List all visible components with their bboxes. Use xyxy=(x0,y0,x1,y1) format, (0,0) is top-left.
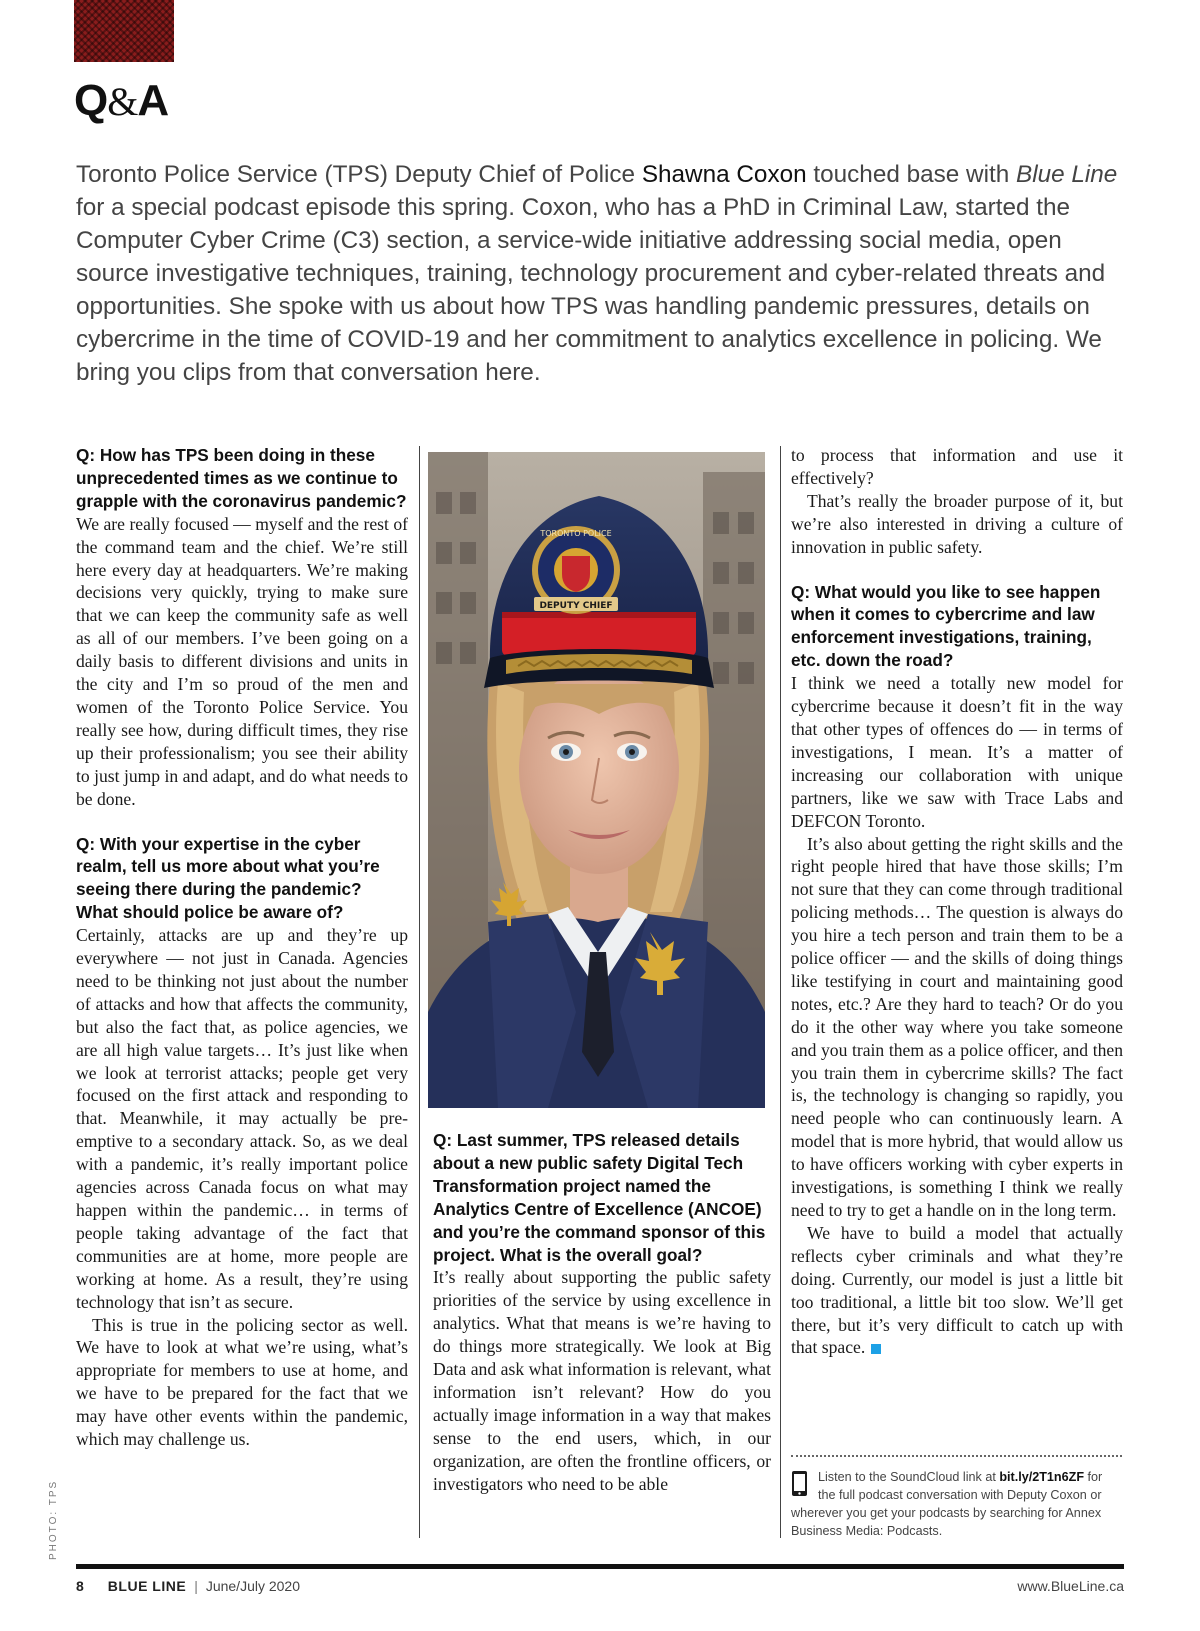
page-number: 8 xyxy=(76,1578,84,1594)
answer-paragraph: I think we need a totally new model for cybercrime because it doesn’t fit in the way that other types of offences do — in terms of investigations, I mean. It’s a matter of increasing our collaboration with unique partners, like we saw with Trace Labs and DEFCON Toronto. xyxy=(791,673,1123,831)
footer-rule xyxy=(76,1564,1124,1569)
end-of-article-mark xyxy=(871,1344,881,1354)
intro-text-2: touched base with xyxy=(806,161,1016,188)
intro-name: Shawna Coxon xyxy=(641,161,807,188)
intro-text-3: for a special podcast episode this spring. Coxon, who has a PhD in Criminal Law, started the Computer Cyber Crime (C3) section, a service-wide initiative addressing social media, open source investigative techniques, training, technology procurement and cyber-related threats and opportunities. She spoke with us about how TPS was handling pandemic pressures, details on cybercrime in the time of COVID-19 and her commitment to analytics excellence in policing. We bring you clips from that conversation here. xyxy=(76,194,1106,386)
portrait-photo xyxy=(428,452,765,1108)
website-url[interactable]: www.BlueLine.ca xyxy=(1017,1578,1124,1594)
podcast-note xyxy=(791,1468,1122,1540)
question-heading: Q: Last summer, TPS released details about a new public safety Digital Tech Transformation project named the Analytics Centre of Excellence (ANCOE) and you’re the command sponsor of this project. What is the overall goal? xyxy=(433,1130,766,1265)
section-tab-decoration xyxy=(74,0,174,62)
article-column-3 xyxy=(791,444,1123,1359)
title-a: A xyxy=(137,76,169,125)
issue-date: June/July 2020 xyxy=(205,1578,301,1594)
answer-paragraph: to process that information and use it effectively? xyxy=(791,445,1123,488)
title-ampersand: & xyxy=(107,79,138,124)
answer-paragraph: Certainly, attacks are up and they’re up everywhere — not just in Canada. Agencies need to be thinking not just about the number of attacks and how that affects the community, but also the fact that, as police agencies, we are all high value targets… It’s just like when we look at terrorist attacks; people get very focused on the first attack and responding to that. Meanwhile, it may actually be pre-emptive to a secondary attack. So, as we deal with a pandemic, it’s really important police agencies across Canada focus on what may happen within the pandemic… in terms of people taking advantage of the fact that communities are at home, more people are working at home. As a result, they’re using technology that isn’t as secure. xyxy=(76,925,408,1312)
answer-paragraph: We are really focused — myself and the rest of the command team and the chief. We’re still here every day at headquarters. We’re making decisions very quickly, trying to make sure that we can keep the community safe as well as all of our members. I’ve been going on a daily basis to different divisions and units in the city and I’m so proud of the men and women of the Toronto Police Service. You really see how, during difficult times, they rise up their professionalism; you see their ability to just jump in and adapt, and do what needs to be done. xyxy=(76,513,408,809)
answer-paragraph: That’s really the broader purpose of it, but we’re also interested in driving a culture of innovation in public safety. xyxy=(791,490,1123,557)
footer-separator: | xyxy=(194,1578,198,1594)
intro-paragraph xyxy=(76,158,1136,389)
footer-left xyxy=(76,1578,300,1594)
intro-publication: Blue Line xyxy=(1015,161,1118,188)
badge-ring-text: TORONTO POLICE xyxy=(540,529,612,538)
question-heading: Q: How has TPS been doing in these unprecedented times as we continue to grapple with the coronavirus pandemic? xyxy=(76,445,407,511)
answer-text: We have to build a model that actually reflects cyber criminals and what they’re doing. Currently, our model is just a little bit too traditional, a little bit too slow. We’ll get there, but it’s very difficult to catch up with that space. xyxy=(791,1222,1123,1358)
answer-paragraph: It’s really about supporting the public safety priorities of the service by using excellence in analytics. What that means is we’re having to do things more strategically. We look at Big Data and ask what information is relevant, what information isn’t relevant? How do you actually image information in a way that makes sense to the end users, which, in our organization, are often the frontline officers, or investigators who need to be able xyxy=(433,1267,771,1494)
photo-credit: PHOTO: TPS xyxy=(48,1479,59,1560)
column-divider-left xyxy=(419,446,420,1538)
answer-paragraph: It’s also about getting the right skills and the right people hired that have those skills; I’m not sure that they can come through traditional policing methods… The question is always do you hire a tech person and train them to be a police officer — and the skills of doing things like testifying in court and maintaining good notes, etc.? Are they hard to teach? Or do you do it the other way where you take someone and you train them as a police officer, and then you train them in cybercrime skills? The fact is, the technology is changing so rapidly, you need people who can continuously learn. A model that is more hybrid, that would allow us to have officers working with cyber experts in investigations, is something I think we really need to try to get a handle on in the long term. xyxy=(791,833,1123,1220)
question-heading: Q: What would you like to see happen when it comes to cybercrime and law enforcement investigations, training, etc. down the road? xyxy=(791,581,1101,671)
answer-paragraph xyxy=(791,1222,1123,1359)
article-column-1 xyxy=(76,444,408,1451)
question-heading: Q: With your expertise in the cyber realm, tell us more about what you’re seeing there during the pandemic? What should police be aware of? xyxy=(76,833,380,923)
cap-badge-label: DEPUTY CHIEF xyxy=(539,601,613,611)
answer-paragraph: This is true in the policing sector as well. We have to look at what we’re using, what’s appropriate for members to use at home, and we have to be prepared for the fact that we may have other events within the pandemic, which may challenge us. xyxy=(76,1314,408,1450)
intro-text-1: Toronto Police Service (TPS) Deputy Chief of Police xyxy=(76,161,642,188)
note-text-2: for the full podcast conversation with Deputy Coxon or wherever you get your podcasts by searching for Annex Business Media: Podcasts. xyxy=(791,1470,1103,1538)
article-column-2 xyxy=(433,1129,771,1496)
magazine-name: BLUE LINE xyxy=(107,1578,187,1594)
soundcloud-link[interactable]: bit.ly/2T1n6ZF xyxy=(999,1470,1085,1484)
note-text-1: Listen to the SoundCloud link at xyxy=(818,1470,1000,1484)
section-title xyxy=(74,76,168,126)
title-q: Q xyxy=(74,76,108,125)
note-divider xyxy=(791,1455,1122,1457)
smartphone-icon xyxy=(791,1470,808,1497)
column-divider-right xyxy=(780,446,781,1538)
